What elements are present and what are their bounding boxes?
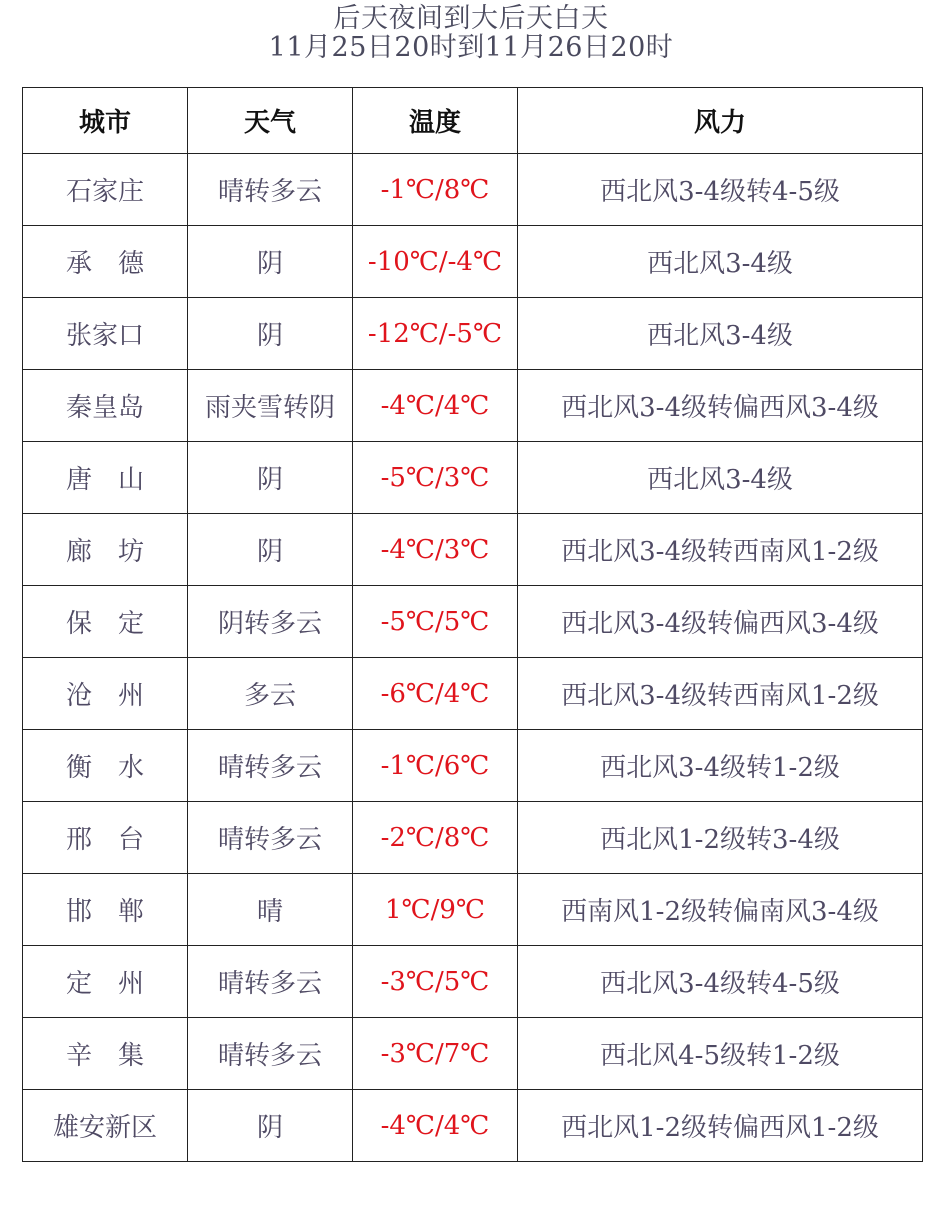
- wind-cell: 西北风3-4级转偏西风3-4级: [518, 586, 923, 658]
- wind-cell: 西北风3-4级转偏西风3-4级: [518, 370, 923, 442]
- forecast-table: [22, 87, 923, 1162]
- temperature-cell: -2℃/8℃: [353, 802, 518, 874]
- wind-cell: 西北风1-2级转偏西风1-2级: [518, 1090, 923, 1162]
- temperature-cell: -4℃/4℃: [353, 1090, 518, 1162]
- weather-cell: 晴转多云: [188, 946, 353, 1018]
- wind-cell: 西北风3-4级转4-5级: [518, 946, 923, 1018]
- city-cell: 定 州: [23, 946, 188, 1018]
- city-cell: 石家庄: [23, 154, 188, 226]
- city-cell: 承 德: [23, 226, 188, 298]
- weather-cell: 晴转多云: [188, 1018, 353, 1090]
- weather-cell: 晴转多云: [188, 154, 353, 226]
- temperature-cell: -1℃/8℃: [353, 154, 518, 226]
- table-row: [23, 1018, 923, 1090]
- header-city: 城市: [23, 88, 188, 154]
- temperature-cell: -4℃/3℃: [353, 514, 518, 586]
- city-cell: 张家口: [23, 298, 188, 370]
- city-cell: 邢 台: [23, 802, 188, 874]
- city-cell: 沧 州: [23, 658, 188, 730]
- temperature-cell: 1℃/9℃: [353, 874, 518, 946]
- city-cell: 廊 坊: [23, 514, 188, 586]
- weather-cell: 阴: [188, 442, 353, 514]
- city-cell: 唐 山: [23, 442, 188, 514]
- table-row: [23, 226, 923, 298]
- temperature-cell: -10℃/-4℃: [353, 226, 518, 298]
- wind-cell: 西北风3-4级: [518, 442, 923, 514]
- header-temperature: 温度: [353, 88, 518, 154]
- wind-cell: 西北风3-4级: [518, 226, 923, 298]
- weather-cell: 阴转多云: [188, 586, 353, 658]
- title-line-2: 11月25日20时到11月26日20时: [268, 32, 674, 63]
- weather-cell: 晴: [188, 874, 353, 946]
- table-row: [23, 586, 923, 658]
- title-line-1: 后天夜间到大后天白天: [333, 3, 609, 34]
- wind-cell: 西北风3-4级转1-2级: [518, 730, 923, 802]
- table-row: [23, 874, 923, 946]
- weather-cell: 阴: [188, 514, 353, 586]
- wind-cell: 西北风3-4级转西南风1-2级: [518, 514, 923, 586]
- weather-cell: 阴: [188, 298, 353, 370]
- temperature-cell: -1℃/6℃: [353, 730, 518, 802]
- city-cell: 雄安新区: [23, 1090, 188, 1162]
- table-row: [23, 946, 923, 1018]
- wind-cell: 西北风4-5级转1-2级: [518, 1018, 923, 1090]
- table-row: [23, 298, 923, 370]
- temperature-cell: -5℃/5℃: [353, 586, 518, 658]
- table-row: [23, 370, 923, 442]
- temperature-cell: -3℃/5℃: [353, 946, 518, 1018]
- temperature-cell: -3℃/7℃: [353, 1018, 518, 1090]
- city-cell: 辛 集: [23, 1018, 188, 1090]
- weather-cell: 阴: [188, 226, 353, 298]
- weather-cell: 晴转多云: [188, 802, 353, 874]
- wind-cell: 西北风3-4级转西南风1-2级: [518, 658, 923, 730]
- city-cell: 衡 水: [23, 730, 188, 802]
- weather-cell: 雨夹雪转阴: [188, 370, 353, 442]
- wind-cell: 西北风3-4级: [518, 298, 923, 370]
- table-row: [23, 658, 923, 730]
- table-row: [23, 442, 923, 514]
- weather-cell: 阴: [188, 1090, 353, 1162]
- header-wind: 风力: [518, 88, 923, 154]
- weather-cell: 多云: [188, 658, 353, 730]
- weather-cell: 晴转多云: [188, 730, 353, 802]
- temperature-cell: -12℃/-5℃: [353, 298, 518, 370]
- table-row: [23, 154, 923, 226]
- header-weather: 天气: [188, 88, 353, 154]
- city-cell: 邯 郸: [23, 874, 188, 946]
- wind-cell: 西北风1-2级转3-4级: [518, 802, 923, 874]
- table-row: [23, 802, 923, 874]
- wind-cell: 西南风1-2级转偏南风3-4级: [518, 874, 923, 946]
- wind-cell: 西北风3-4级转4-5级: [518, 154, 923, 226]
- table-row: [23, 1090, 923, 1162]
- temperature-cell: -5℃/3℃: [353, 442, 518, 514]
- table-row: [23, 514, 923, 586]
- temperature-cell: -4℃/4℃: [353, 370, 518, 442]
- table-row: [23, 730, 923, 802]
- table-header-row: [23, 88, 923, 154]
- temperature-cell: -6℃/4℃: [353, 658, 518, 730]
- city-cell: 秦皇岛: [23, 370, 188, 442]
- city-cell: 保 定: [23, 586, 188, 658]
